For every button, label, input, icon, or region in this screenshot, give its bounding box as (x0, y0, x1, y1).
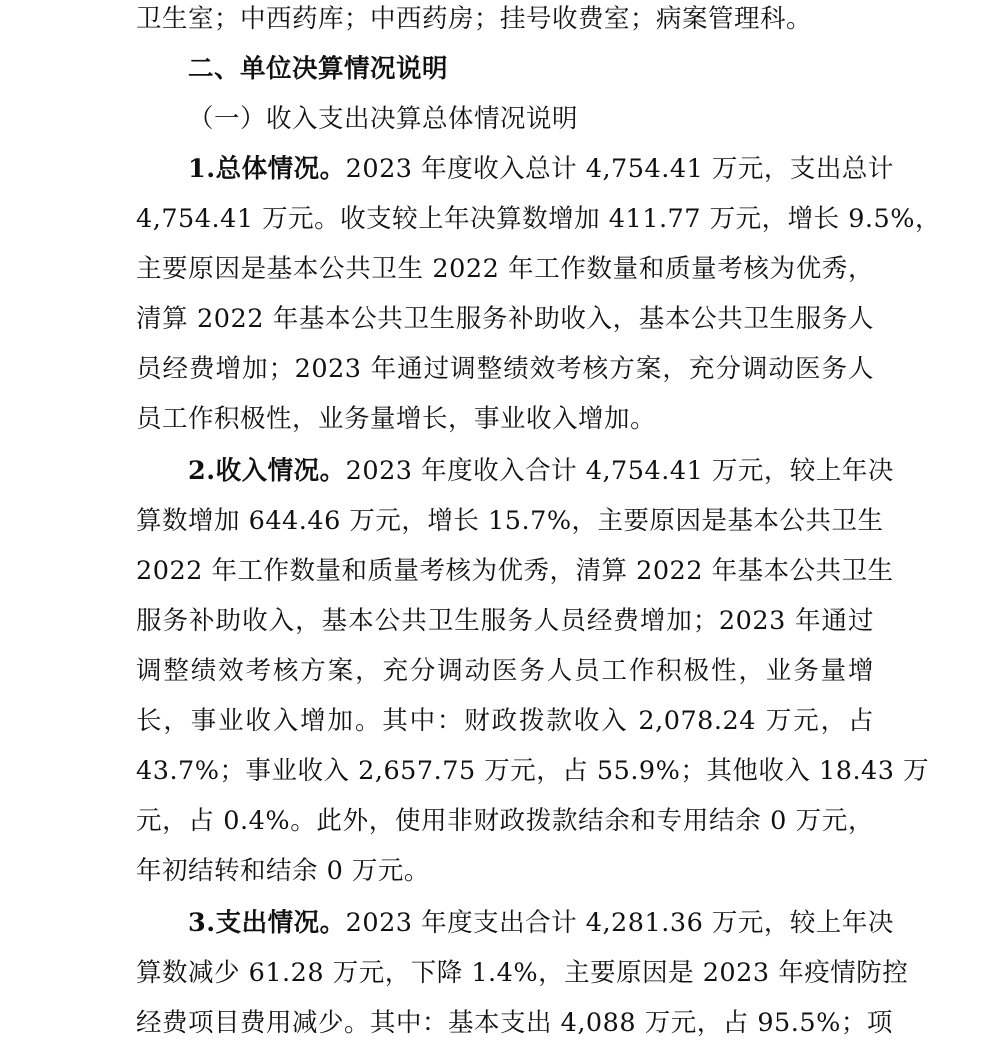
paragraph-2-line-5: 调整绩效考核方案，充分调动医务人员工作积极性，业务量增 (136, 656, 874, 686)
paragraph-3-line-2: 算数减少 61.28 万元，下降 1.4%，主要原因是 2023 年疫情防控 (136, 958, 909, 988)
paragraph-2-line-7: 43.7%；事业收入 2,657.75 万元，占 55.9%；其他收入 18.43 万 (136, 756, 930, 786)
paragraph-1-lead: 1.总体情况。 (188, 154, 346, 184)
paragraph-1-line-5: 员经费增加；2023 年通过调整绩效考核方案，充分调动医务人 (136, 354, 874, 384)
paragraph-2-line-2: 算数增加 644.46 万元，增长 15.7%，主要原因是基本公共卫生 (136, 506, 884, 536)
paragraph-3-line-3: 经费项目费用减少。其中：基本支出 4,088 万元，占 95.5%；项 (136, 1008, 893, 1038)
paragraph-3-lead: 3.支出情况。 (188, 908, 346, 938)
subsection-heading: （一）收入支出决算总体情况说明 (188, 104, 579, 134)
paragraph-1-line-3: 主要原因是基本公共卫生 2022 年工作数量和质量考核为优秀， (136, 254, 874, 284)
paragraph-2-line-1 (188, 446, 894, 496)
paragraph-1-line-2: 4,754.41 万元。收支较上年决算数增加 411.77 万元，增长 9.5%， (136, 204, 941, 234)
paragraph-2-line-9: 年初结转和结余 0 万元。 (136, 856, 430, 886)
paragraph-2-lead: 2.收入情况。 (188, 456, 346, 486)
paragraph-2-line-4: 服务补助收入，基本公共卫生服务人员经费增加；2023 年通过 (136, 606, 874, 636)
section-heading: 二、单位决算情况说明 (188, 54, 449, 84)
paragraph-2-line-8: 元，占 0.4%。此外，使用非财政拨款结余和专用结余 0 万元， (136, 806, 874, 836)
paragraph-1-text: 2023 年度收入总计 4,754.41 万元，支出总计 (345, 154, 894, 184)
paragraph-3-text: 2023 年度支出合计 4,281.36 万元，较上年决 (345, 908, 894, 938)
paragraph-1-line-6: 员工作积极性，业务量增长，事业收入增加。 (136, 404, 657, 434)
paragraph-2-line-3: 2022 年工作数量和质量考核为优秀，清算 2022 年基本公共卫生 (136, 556, 894, 586)
paragraph-3-line-1 (188, 898, 894, 948)
paragraph-2-text: 2023 年度收入合计 4,754.41 万元，较上年决 (345, 456, 894, 486)
paragraph-1-line-1 (188, 144, 894, 194)
paragraph-2-line-6: 长，事业收入增加。其中：财政拨款收入 2,078.24 万元，占 (136, 706, 874, 736)
paragraph-1-line-4: 清算 2022 年基本公共卫生服务补助收入，基本公共卫生服务人 (136, 304, 874, 334)
continuation-line: 卫生室；中西药库；中西药房；挂号收费室；病案管理科。 (136, 4, 813, 34)
